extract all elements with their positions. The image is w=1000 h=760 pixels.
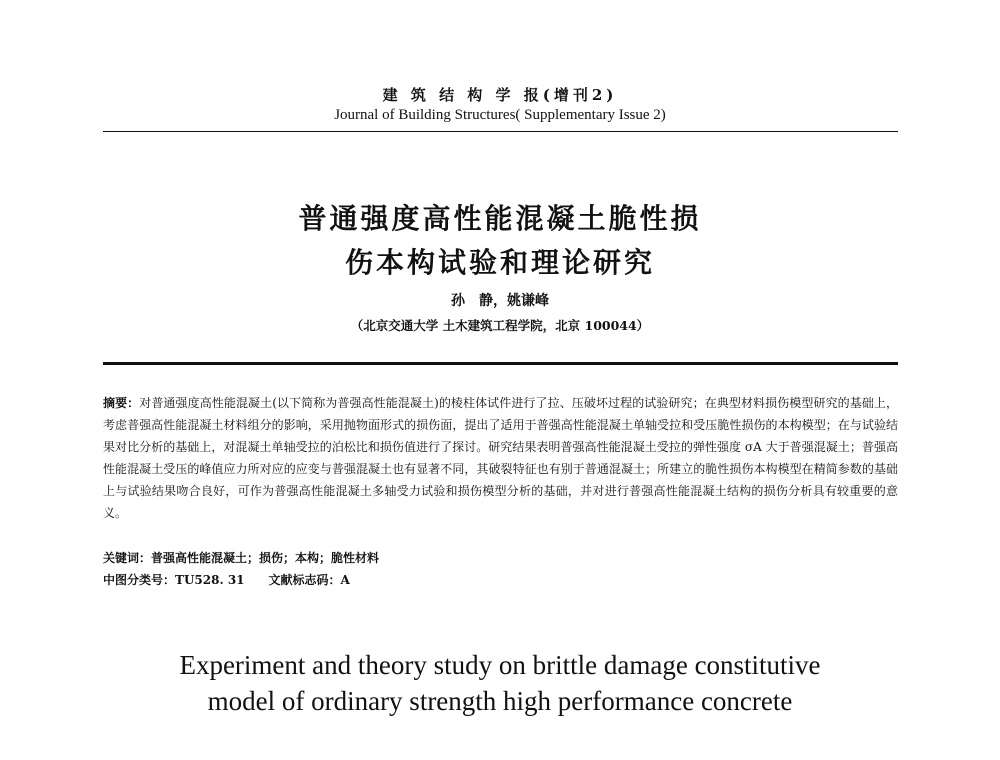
keywords-label: 关键词： xyxy=(103,551,152,565)
authors: 孙 静，姚谦峰 xyxy=(451,293,549,309)
classification-value: TU528. 31 xyxy=(175,573,245,587)
abstract xyxy=(103,392,898,524)
classification xyxy=(103,570,898,590)
keywords xyxy=(103,548,898,568)
journal-name-chinese: 建 筑 结 构 学 报(增刊2) xyxy=(382,86,618,104)
title-english-line-2: model of ordinary strength high performance concrete xyxy=(207,686,793,716)
title-chinese-line-2: 伤本构试验和理论研究 xyxy=(344,246,655,279)
document-code-label: 文献标志码： xyxy=(268,573,341,587)
journal-name-english: Journal of Building Structures( Supplementary Issue 2) xyxy=(334,107,666,123)
title-block-divider xyxy=(103,362,898,365)
title-chinese-line-1: 普通强度高性能混凝土脆性损 xyxy=(298,202,702,235)
abstract-body: 对普通强度高性能混凝土(以下简称为普强高性能混凝土)的棱柱体试件进行了拉、压破坏过程的试验研究；在典型材料损伤模型研究的基础上，考虑普强高性能混凝土材料组分的影响，采用抛物面形式的损伤面，提出了适用于普强高性能混凝土单轴受拉和受压脆性损伤的本构模型；在与试验结果对比分析的基础上，对混凝土单轴受拉的泊松比和损伤值进行了探讨。研究结果表明普强高性能混凝土受拉的弹性强度 σA 大于普强混凝土；普强高性能混凝土受压的峰值应力所对应的应变与普强混凝土也有显著不同，其破裂特征也有别于普通混凝土；所建立的脆性损伤本构模型在精简参数的基础上与试验结果吻合良好，可作为普强高性能混凝土多轴受力试验和损伤模型分析的基础，并对进行普强高性能混凝土结构的损伤分析具有较重要的意义。 xyxy=(103,396,898,520)
title-english-line-1: Experiment and theory study on brittle damage constitutive xyxy=(179,650,821,680)
keywords-value: 普强高性能混凝土；损伤；本构；脆性材料 xyxy=(151,551,380,565)
classification-label: 中图分类号： xyxy=(103,573,176,587)
abstract-label: 摘要： xyxy=(103,396,140,410)
affiliation: （北京交通大学 土木建筑工程学院，北京 100044） xyxy=(350,318,650,333)
header-divider xyxy=(103,131,898,132)
document-code-value: A xyxy=(340,573,350,587)
